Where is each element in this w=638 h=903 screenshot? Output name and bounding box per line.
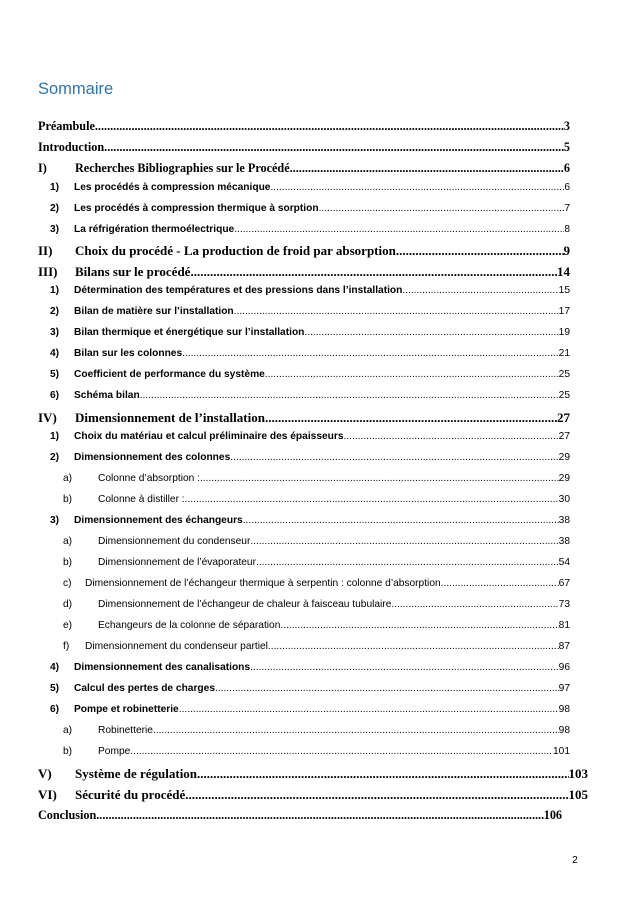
toc-page-number: 9: [563, 243, 570, 258]
toc-entry-section-1[interactable]: [38, 161, 570, 176]
toc-entry-4-3-c[interactable]: [63, 578, 570, 589]
toc-label: Robinetterie: [98, 725, 153, 736]
toc-number: a): [63, 473, 73, 484]
toc-number: d): [63, 599, 73, 610]
leader-dots: [250, 536, 558, 547]
toc-number: 5): [50, 369, 60, 380]
leader-dots: [243, 515, 559, 526]
toc-page-number: 6: [563, 161, 570, 175]
toc-number: III): [38, 264, 58, 279]
leader-dots: [270, 182, 564, 193]
toc-label: Colonne à distiller :: [98, 494, 185, 505]
page-number: 2: [572, 854, 578, 866]
leader-dots: [197, 766, 568, 782]
toc-entry-4-3-f[interactable]: [63, 641, 570, 652]
toc-label: Choix du matériau et calcul préliminaire des épaisseurs: [74, 431, 344, 442]
toc-number: 4): [50, 662, 60, 673]
toc-label: Bilan sur les colonnes: [74, 348, 183, 359]
toc-number: IV): [38, 410, 57, 425]
toc-page-number: 25: [558, 390, 570, 401]
toc-number: 1): [50, 285, 60, 296]
toc-page-number: 73: [558, 599, 570, 610]
leader-dots: [441, 578, 559, 589]
leader-dots: [234, 224, 564, 235]
toc-label: Dimensionnement des colonnes: [74, 452, 231, 463]
toc-label: Echangeurs de la colonne de séparation: [98, 620, 281, 631]
toc-label: Conclusion: [38, 808, 97, 822]
toc-label: Bilan de matière sur l’installation: [74, 306, 234, 317]
toc-label: Choix du procédé - La production de froid par absorption: [75, 243, 396, 258]
leader-dots: [402, 285, 558, 296]
leader-dots: [280, 620, 558, 631]
toc-label: Introduction: [38, 140, 105, 154]
toc-number: 3): [50, 224, 60, 235]
toc-number: 6): [50, 704, 60, 715]
toc-page-number: 38: [558, 536, 570, 547]
toc-page-number: 17: [558, 306, 570, 317]
toc-entry-3-3[interactable]: [50, 327, 570, 338]
leader-dots: [179, 704, 559, 715]
toc-page-number: 30: [558, 494, 570, 505]
toc-entry-1-2[interactable]: [50, 203, 570, 214]
toc-label: Dimensionnement de l’évaporateur: [98, 557, 256, 568]
leader-dots: [153, 725, 559, 736]
toc-entry-4-2-b[interactable]: [63, 494, 570, 505]
toc-entry-1-3[interactable]: [50, 224, 570, 235]
toc-label: Coefficient de performance du système: [74, 369, 265, 380]
toc-number: II): [38, 243, 53, 258]
toc-label: Schéma bilan: [74, 390, 140, 401]
toc-page-number: 25: [558, 369, 570, 380]
toc-page-number: 106: [543, 808, 562, 822]
toc-entry-section-5[interactable]: [38, 766, 588, 782]
leader-dots: [396, 243, 564, 259]
toc-label: Détermination des températures et des pressions dans l’installation: [74, 285, 403, 296]
leader-dots: [265, 369, 559, 380]
leader-dots: [104, 140, 564, 155]
leader-dots: [190, 264, 557, 280]
toc-entry-4-3[interactable]: [50, 515, 570, 526]
toc-number: 1): [50, 431, 60, 442]
toc-number: b): [63, 494, 73, 505]
toc-label: Dimensionnement des échangeurs: [74, 515, 243, 526]
leader-dots: [304, 327, 558, 338]
toc-page-number: 98: [558, 704, 570, 715]
toc-entry-4-6[interactable]: [50, 704, 570, 715]
toc-label: Pompe: [98, 746, 131, 757]
toc-entry-4-4[interactable]: [50, 662, 570, 673]
toc-page-number: 19: [558, 327, 570, 338]
leader-dots: [290, 161, 564, 176]
toc-number: a): [63, 725, 73, 736]
toc-entry-conclusion[interactable]: [38, 808, 562, 823]
toc-label: Bilans sur le procédé: [75, 264, 191, 279]
toc-label: Préambule: [38, 119, 95, 133]
toc-page-number: 103: [568, 766, 588, 781]
toc-number: 4): [50, 348, 60, 359]
toc-entry-4-3-d[interactable]: [63, 599, 570, 610]
toc-page-number: 21: [558, 348, 570, 359]
toc-page-number: 105: [568, 787, 588, 802]
toc-entry-4-3-a[interactable]: [63, 536, 570, 547]
toc-entry-3-4[interactable]: [50, 348, 570, 359]
toc-page-number: 54: [558, 557, 570, 568]
toc-number: f): [63, 641, 70, 652]
toc-label: Sécurité du procédé: [75, 787, 186, 802]
toc-page-number: 101: [553, 746, 570, 757]
toc-label: Recherches Bibliographies sur le Procédé: [75, 161, 290, 175]
toc-page-number: 97: [558, 683, 570, 694]
toc-page-number: 87: [558, 641, 570, 652]
toc-number: 6): [50, 390, 60, 401]
toc-entry-section-3[interactable]: [38, 264, 570, 280]
toc-entry-4-2-a[interactable]: [63, 473, 570, 484]
leader-dots: [230, 452, 558, 463]
toc-entry-section-6[interactable]: [38, 787, 588, 803]
toc-entry-3-1[interactable]: [50, 285, 570, 296]
leader-dots: [95, 119, 564, 134]
leader-dots: [268, 641, 559, 652]
toc-label: Dimensionnement des canalisations: [74, 662, 251, 673]
toc-page-number: 81: [558, 620, 570, 631]
toc-label: La réfrigération thermoélectrique: [74, 224, 235, 235]
toc-entry-3-2[interactable]: [50, 306, 570, 317]
toc-page-number: 3: [563, 119, 570, 133]
toc-entry-introduction[interactable]: [38, 140, 570, 155]
leader-dots: [140, 390, 559, 401]
toc-entry-3-5[interactable]: [50, 369, 570, 380]
toc-page-number: 98: [558, 725, 570, 736]
toc-entry-preambule[interactable]: [38, 119, 570, 134]
toc-number: b): [63, 746, 73, 757]
toc-label: Dimensionnement du condenseur: [98, 536, 251, 547]
toc-page-number: 29: [558, 473, 570, 484]
toc-number: a): [63, 536, 73, 547]
leader-dots: [200, 473, 559, 484]
leader-dots: [185, 787, 568, 803]
toc-number: 2): [50, 306, 60, 317]
toc-entry-3-6[interactable]: [50, 390, 570, 401]
toc-title: Sommaire: [38, 80, 114, 98]
toc-label: Calcul des pertes de charges: [74, 683, 215, 694]
toc-label: Dimensionnement de l’échangeur de chaleur à faisceau tubulaire: [98, 599, 392, 610]
toc-number: c): [63, 578, 72, 589]
leader-dots: [319, 203, 565, 214]
leader-dots: [96, 808, 543, 823]
toc-entry-4-6-a[interactable]: [63, 725, 570, 736]
toc-number: 2): [50, 203, 60, 214]
toc-page-number: 5: [563, 140, 570, 154]
toc-number: e): [63, 620, 73, 631]
toc-number: V): [38, 766, 52, 781]
toc-label: Pompe et robinetterie: [74, 704, 179, 715]
leader-dots: [234, 306, 559, 317]
leader-dots: [256, 557, 559, 568]
toc-page-number: 8: [564, 224, 570, 235]
toc-label: Dimensionnement de l’installation: [75, 410, 265, 425]
toc-page-number: 7: [564, 203, 570, 214]
toc-label: Dimensionnement de l’échangeur thermique à serpentin : colonne d’absorption: [85, 578, 441, 589]
leader-dots: [391, 599, 558, 610]
toc-label: Les procédés à compression thermique à sorption: [74, 203, 319, 214]
toc-entry-4-5[interactable]: [50, 683, 570, 694]
toc-entry-4-1[interactable]: [50, 431, 570, 442]
leader-dots: [344, 431, 559, 442]
toc-entry-4-3-b[interactable]: [63, 557, 570, 568]
toc-number: I): [38, 161, 47, 175]
toc-page-number: 14: [557, 264, 570, 279]
toc-page-number: 67: [558, 578, 570, 589]
leader-dots: [130, 746, 553, 757]
leader-dots: [182, 348, 559, 359]
leader-dots: [265, 410, 557, 426]
toc-entry-4-2[interactable]: [50, 452, 570, 463]
toc-page-number: 38: [558, 515, 570, 526]
toc-number: VI): [38, 787, 57, 802]
toc-number: 2): [50, 452, 60, 463]
toc-number: 5): [50, 683, 60, 694]
toc-page-number: 29: [558, 452, 570, 463]
toc-label: Les procédés à compression mécanique: [74, 182, 271, 193]
toc-entry-1-1[interactable]: [50, 182, 570, 193]
toc-page-number: 27: [558, 431, 570, 442]
toc-page-number: 15: [558, 285, 570, 296]
toc-label: Dimensionnement du condenseur partiel: [85, 641, 268, 652]
toc-number: 1): [50, 182, 60, 193]
toc-number: 3): [50, 327, 60, 338]
toc-label: Système de régulation: [75, 766, 198, 781]
toc-entry-4-6-b[interactable]: [63, 746, 570, 757]
toc-page-number: 27: [557, 410, 570, 425]
leader-dots: [185, 494, 559, 505]
toc-label: Bilan thermique et énergétique sur l’installation: [74, 327, 305, 338]
toc-entry-4-3-e[interactable]: [63, 620, 570, 631]
toc-page-number: 6: [564, 182, 570, 193]
leader-dots: [215, 683, 559, 694]
leader-dots: [250, 662, 559, 673]
toc-entry-section-2[interactable]: [38, 243, 570, 259]
toc-number: b): [63, 557, 73, 568]
toc-label: Colonne d’absorption :: [98, 473, 200, 484]
toc-number: 3): [50, 515, 60, 526]
toc-page-number: 96: [558, 662, 570, 673]
toc-entry-section-4[interactable]: [38, 410, 570, 426]
